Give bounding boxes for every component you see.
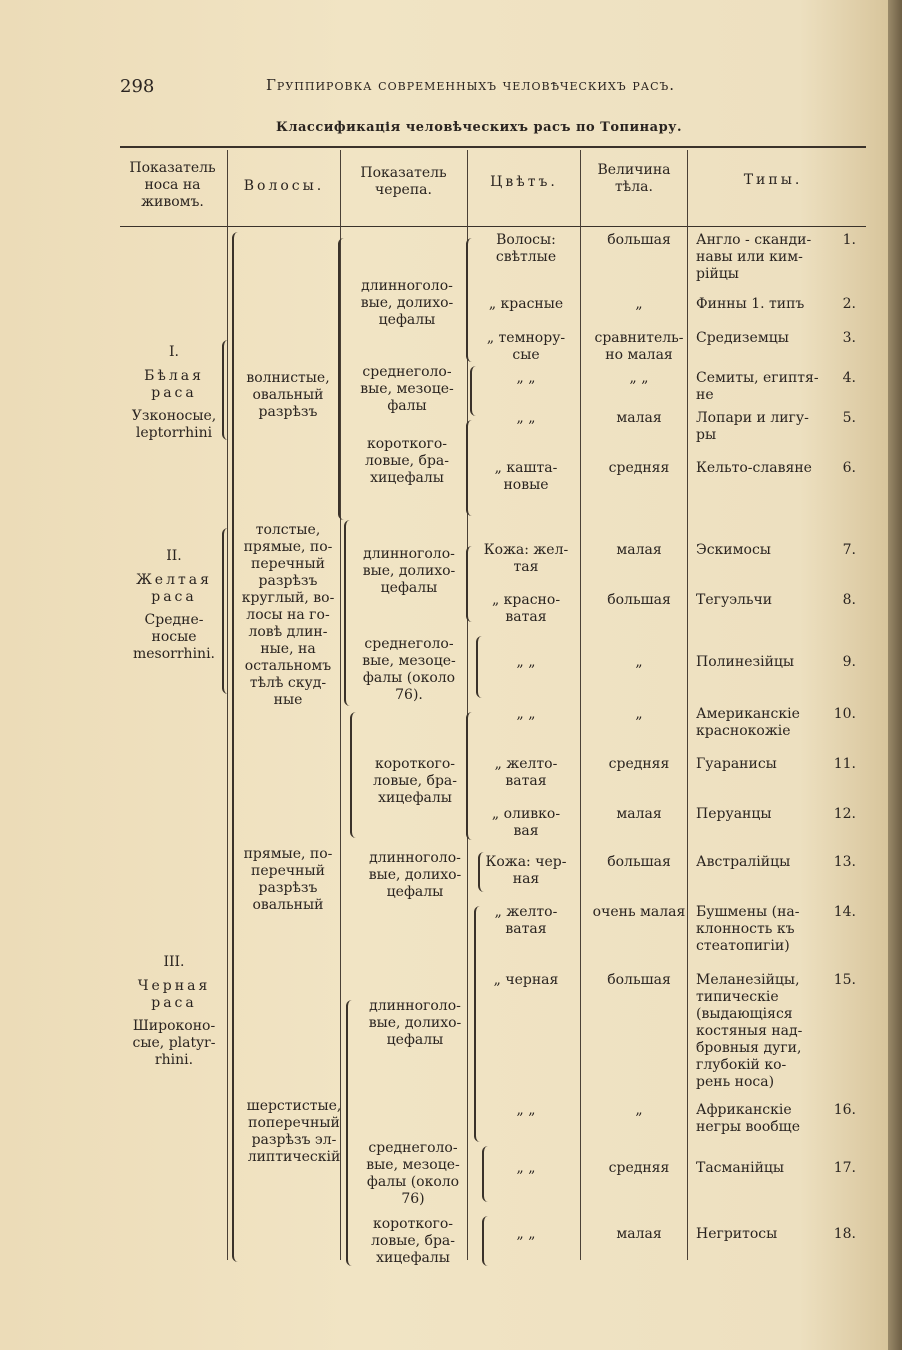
row-number: 8.	[842, 592, 856, 608]
size-cell: большая	[607, 232, 671, 248]
row-number: 18.	[833, 1226, 856, 1242]
row-number: 1.	[842, 232, 856, 248]
hair-cell: прямые, по- перечный разрѣзъ овальный	[243, 846, 333, 913]
type-cell: Семиты, египтя- не	[696, 370, 819, 403]
header-color: Цвѣтъ.	[490, 174, 558, 190]
size-cell: „	[635, 654, 643, 670]
row-number: 5.	[842, 410, 856, 426]
table-caption: Классификація человѣческихъ расъ по Топинару.	[276, 120, 683, 135]
col-line	[580, 150, 581, 1260]
brace	[222, 528, 230, 694]
color-cell: „ кашта- новые	[494, 460, 558, 493]
size-cell: малая	[616, 806, 662, 822]
color-cell: Кожа: жел- тая	[483, 542, 569, 575]
size-cell: средняя	[608, 460, 670, 476]
header-hair: Волосы.	[243, 178, 325, 194]
row-number: 16.	[833, 1102, 856, 1118]
hair-cell: волнистые, овальный разрѣзъ	[246, 370, 330, 420]
header-skull: Показатель черепа.	[360, 165, 447, 198]
row-number: 10.	[833, 706, 856, 722]
color-cell: Кожа: чер- ная	[485, 854, 567, 887]
color-cell: „ „	[516, 1160, 536, 1176]
row-number: 14.	[833, 904, 856, 920]
type-cell: Полинезійцы	[696, 654, 795, 670]
col-line	[687, 150, 688, 1260]
race-number: I.	[169, 344, 179, 360]
size-cell: малая	[616, 1226, 662, 1242]
skull-cell: длинноголо- вые, долихо- цефалы	[362, 546, 456, 596]
header-nose: Показатель носа на живомъ.	[129, 160, 216, 210]
header-size: Величина тѣла.	[597, 162, 671, 195]
page-number: 298	[120, 76, 155, 97]
brace	[338, 238, 346, 520]
type-cell: Перуанцы	[696, 806, 772, 822]
race-nose: Средне- носые mesorrhini.	[133, 612, 215, 662]
type-cell: Меланезійцы, типическіе (выдающіяся костяныя над- бровныя дуги, глубокій ко- рень носа)	[696, 972, 803, 1090]
race-number: III.	[163, 954, 185, 970]
size-cell: очень малая	[592, 904, 686, 920]
race-number: II.	[166, 548, 182, 564]
size-cell: большая	[607, 972, 671, 988]
skull-cell: короткого- ловые, бра- хицефалы	[371, 1216, 455, 1266]
row-number: 17.	[833, 1160, 856, 1176]
type-cell: Негритосы	[696, 1226, 778, 1242]
color-cell: „ „	[516, 1102, 536, 1118]
color-cell: „ желто- ватая	[494, 756, 558, 789]
size-cell: большая	[607, 854, 671, 870]
header-rule	[120, 226, 866, 227]
size-cell: малая	[616, 542, 662, 558]
race-name: Черная раса	[137, 978, 211, 1011]
race-name: Желтая раса	[136, 572, 212, 605]
skull-cell: короткого- ловые, бра- хицефалы	[373, 756, 457, 806]
skull-cell: длинноголо- вые, долихо- цефалы	[368, 998, 462, 1048]
size-cell: средняя	[608, 756, 670, 772]
size-cell: „	[635, 706, 643, 722]
color-cell: „ „	[516, 410, 536, 426]
table-top-rule	[120, 146, 866, 148]
row-number: 11.	[833, 756, 856, 772]
skull-cell: среднеголо- вые, мезоце- фалы (около 76)	[366, 1140, 460, 1207]
row-number: 15.	[833, 972, 856, 988]
col-line	[227, 150, 228, 1260]
skull-cell: короткого- ловые, бра- хицефалы	[365, 436, 449, 486]
color-cell: „ „	[516, 654, 536, 670]
hair-cell: шерстистые, поперечный разрѣзъ эл- липтическій	[246, 1098, 342, 1165]
size-cell: „	[635, 1102, 643, 1118]
color-cell: „ черная	[493, 972, 559, 988]
skull-cell: длинноголо- вые, долихо- цефалы	[360, 278, 454, 328]
race-nose: Узконосые, leptorrhini	[131, 408, 217, 441]
row-number: 7.	[842, 542, 856, 558]
color-cell: „ желто- ватая	[494, 904, 558, 937]
skull-cell: среднеголо- вые, мезоце- фалы	[360, 364, 454, 414]
skull-cell: среднеголо- вые, мезоце- фалы (около 76).	[362, 636, 456, 703]
row-number: 6.	[842, 460, 856, 476]
brace	[222, 340, 230, 440]
color-cell: „ темнору- сые	[486, 330, 566, 363]
type-cell: Финны 1. типъ	[696, 296, 805, 312]
type-cell: Кельто-славяне	[696, 460, 812, 476]
size-cell: сравнитель- но малая	[594, 330, 684, 363]
row-number: 9.	[842, 654, 856, 670]
size-cell: „	[635, 296, 643, 312]
header-types: Типы.	[743, 172, 803, 188]
size-cell: „ „	[629, 370, 649, 386]
color-cell: „ „	[516, 1226, 536, 1242]
type-cell: Тасманійцы	[696, 1160, 785, 1176]
page-edge	[888, 0, 902, 1350]
running-head: Группировка современныхъ человѣческихъ расъ.	[266, 76, 676, 94]
color-cell: „ „	[516, 370, 536, 386]
brace	[346, 1000, 354, 1266]
hair-cell: толстые, прямые, по- перечный разрѣзъ круглый, во- лосы на го- ловѣ длин- ные, на остальномъ тѣлѣ скуд- ные	[241, 522, 335, 708]
size-cell: малая	[616, 410, 662, 426]
row-number: 12.	[833, 806, 856, 822]
type-cell: Бушмены (на- клонность къ стеатопигіи)	[696, 904, 800, 954]
type-cell: Тегуэльчи	[696, 592, 773, 608]
row-number: 3.	[842, 330, 856, 346]
color-cell: Волосы: свѣтлые	[495, 232, 557, 265]
type-cell: Американскіе краснокожіе	[696, 706, 800, 739]
race-name: Бѣлая раса	[144, 368, 204, 401]
row-number: 2.	[842, 296, 856, 312]
color-cell: „ „	[516, 706, 536, 722]
type-cell: Гуаранисы	[696, 756, 777, 772]
type-cell: Австралійцы	[696, 854, 791, 870]
row-number: 13.	[833, 854, 856, 870]
color-cell: „ оливко- вая	[491, 806, 561, 839]
color-cell: „ красно- ватая	[491, 592, 561, 625]
size-cell: большая	[607, 592, 671, 608]
skull-cell: длинноголо- вые, долихо- цефалы	[368, 850, 462, 900]
size-cell: средняя	[608, 1160, 670, 1176]
type-cell: Средиземцы	[696, 330, 789, 346]
color-cell: „ красные	[488, 296, 564, 312]
race-nose: Широконо- сые, platyr- rhini.	[132, 1018, 216, 1068]
type-cell: Эскимосы	[696, 542, 771, 558]
type-cell: Африканскіе негры вообще	[696, 1102, 800, 1135]
type-cell: Англо - сканди- навы или ким- рійцы	[696, 232, 812, 282]
type-cell: Лопари и лигу- ры	[696, 410, 809, 443]
row-number: 4.	[842, 370, 856, 386]
